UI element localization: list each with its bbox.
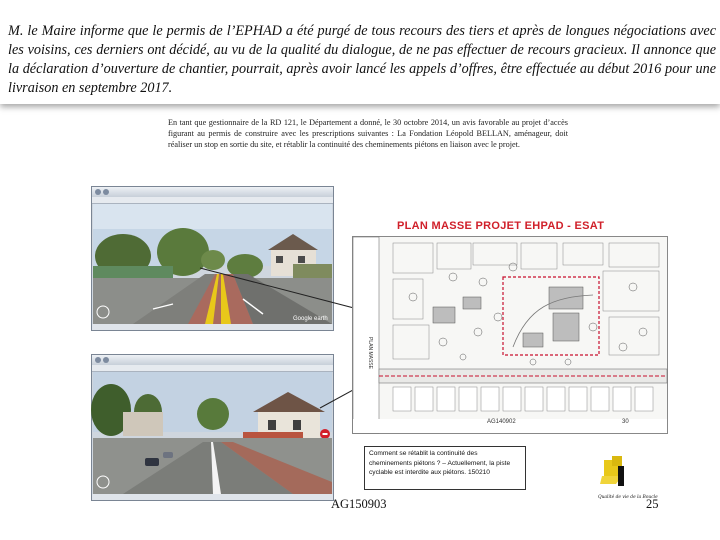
logo-caption: Qualité de vie de la Boucle	[598, 495, 658, 500]
plan-side-label: PLAN MASSE	[367, 337, 373, 369]
plan-id: AG140902	[487, 419, 516, 425]
watermark: Google earth	[293, 316, 328, 322]
comment-box: Comment se rétablit la continuité des cheminements piétons ? – Actuellement, la piste cyclable est interdite aux piétons. 150210	[364, 446, 526, 490]
document-code: AG150903	[331, 497, 387, 511]
page-number: 25	[646, 497, 659, 511]
site-plan-drawing	[353, 237, 667, 433]
department-paragraph: En tant que gestionnaire de la RD 121, le Département a donné, le 30 octobre 2014, un avis favorable au projet d’accès figurant au permis de construire avec les prescriptions suivantes : La Fondation Léopold BELLAN, aménageur, doit réaliser un stop en sortie du site, et rétablir la continuité des cheminements piétons en liaison avec le projet.	[168, 118, 568, 150]
logo-icon	[598, 454, 658, 504]
plan-number: 30	[622, 419, 629, 425]
quote-text: M. le Maire informe que le permis de l’EPHAD a été purgé de tous recours des tiers et après de longues négociations avec les voisins, ces derniers ont décidé, au vu de la qualité du dialogue, de ne pas effectuer de recours gracieux. Il annonce que la déclaration d’ouverture de chantier, pourrait, après avoir lancé les appels d’offres, être effectuée au début 2016 pour une livraison en septembre 2017.	[8, 23, 716, 96]
association-logo	[598, 454, 658, 504]
plan-title: PLAN MASSE PROJET EHPAD - ESAT	[397, 220, 605, 232]
site-plan	[352, 236, 668, 434]
